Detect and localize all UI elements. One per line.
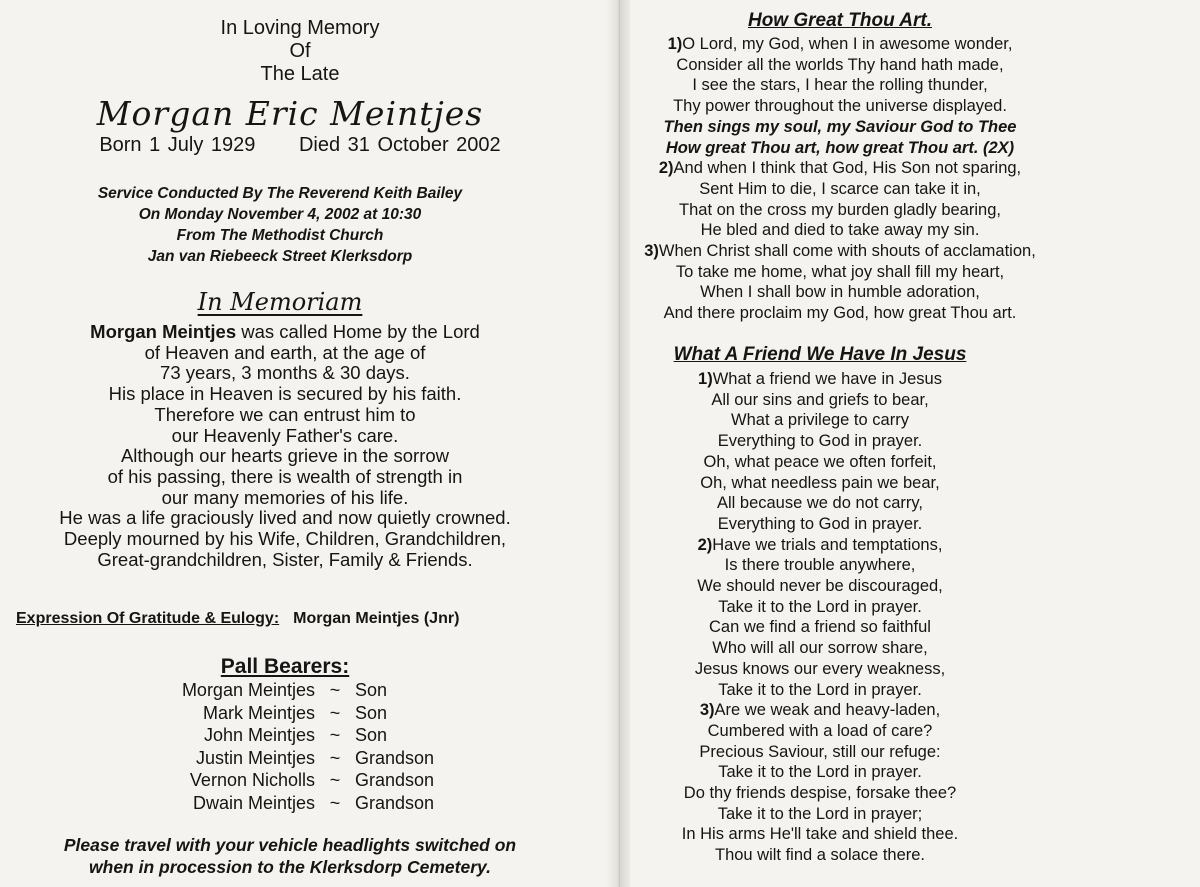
hymn-line xyxy=(440,452,1200,473)
hymn-line xyxy=(480,55,1200,76)
hymn-line xyxy=(440,431,1200,452)
hymn-line-text: When Christ shall come with shouts of acclamation, xyxy=(658,242,1036,261)
pall-bearer-separator: ~ xyxy=(329,792,341,813)
hymn-line xyxy=(480,220,1200,241)
hymn-line xyxy=(440,700,1200,721)
pall-bearer-name: Dwain Meintjes xyxy=(192,792,315,813)
hymn2-lyrics xyxy=(440,369,1200,866)
hymn-line xyxy=(440,597,1200,618)
memoriam-line: Although our hearts grieve in the sorrow xyxy=(120,445,450,467)
memory-line: The Late xyxy=(260,63,340,85)
memory-line: Of xyxy=(289,40,311,62)
verse-number: 1) xyxy=(698,370,713,388)
hymn-line xyxy=(440,638,1200,659)
pall-bearer-separator: ~ xyxy=(329,680,341,700)
hymn-line xyxy=(480,179,1200,200)
hymn-line-text: Can we find a friend so faithful xyxy=(709,618,931,637)
deceased-name: Morgan Eric Meintjes xyxy=(96,94,484,133)
hymn-line xyxy=(440,659,1200,680)
hymn-line xyxy=(440,514,1200,535)
memoriam-line: our many memories of his life. xyxy=(161,486,409,508)
hymn-line-text: How great Thou art, how great Thou art. (2X) xyxy=(665,138,1015,157)
hymn-line-text: Take it to the Lord in prayer; xyxy=(717,804,923,823)
memoriam-line: He was a life graciously lived and now quietly crowned. xyxy=(59,507,511,529)
hymn-line-text: Jesus knows our every weakness, xyxy=(694,659,946,678)
memoriam-first-rest: was called Home by the Lord xyxy=(236,321,480,342)
hymn-line-text: Then sings my soul, my Saviour God to Thee xyxy=(663,117,1017,136)
verse-number: 3) xyxy=(699,701,715,720)
pall-bearer-name: Justin Meintjes xyxy=(195,747,315,768)
hymn-line xyxy=(440,535,1200,556)
hymn-line-text: Sent Him to die, I scarce can take it in, xyxy=(699,179,981,198)
hymn-line xyxy=(480,138,1200,159)
hymn1-title: How Great Thou Art. xyxy=(747,10,933,31)
hymn-line-text: All because we do not carry, xyxy=(716,494,924,513)
hymn-line xyxy=(440,721,1200,742)
hymn-line xyxy=(440,410,1200,431)
hymn-line xyxy=(440,617,1200,638)
pall-bearer-role: Son xyxy=(355,725,388,745)
hymn-line xyxy=(440,493,1200,514)
hymn-line xyxy=(480,282,1200,303)
hymn-line xyxy=(440,824,1200,845)
hymn-line-text: I see the stars, I hear the rolling thunder, xyxy=(692,76,988,95)
hymn-line-text: Have we trials and temptations, xyxy=(712,535,943,554)
service-line: Jan van Riebeeck Street Klerksdorp xyxy=(147,248,413,265)
pall-bearer-separator: ~ xyxy=(329,770,341,790)
hymn-line xyxy=(440,473,1200,494)
hymn-line-text: Precious Saviour, still our refuge: xyxy=(699,742,941,761)
hymn-line xyxy=(480,158,1200,179)
hymn-line-text: Take it to the Lord in prayer. xyxy=(718,763,922,782)
hymn-line-text: Cumbered with a load of care? xyxy=(707,721,933,740)
pall-bearer-role: Son xyxy=(355,680,388,700)
memoriam-line: of Heaven and earth, at the age of xyxy=(144,341,426,363)
hymn-line-text: Take it to the Lord in prayer. xyxy=(718,597,922,616)
memoriam-name: Morgan Meintjes xyxy=(90,321,237,342)
memoriam-line: 73 years, 3 months & 30 days. xyxy=(160,362,410,384)
hymn-line-text: Thy power throughout the universe displayed. xyxy=(673,97,1007,116)
hymn-line-text: And there proclaim my God, how great Thou art. xyxy=(663,304,1017,323)
hymn-line xyxy=(440,783,1200,804)
hymn-line-text: What a friend we have in Jesus xyxy=(712,370,942,388)
hymn2-title: What A Friend We Have In Jesus xyxy=(673,344,967,365)
hymn-line xyxy=(480,34,1200,55)
memoriam-line: Great-grandchildren, Sister, Family & Friends. xyxy=(97,548,473,570)
hymn-line-text: Everything to God in prayer. xyxy=(717,432,923,451)
gratitude-label: Expression Of Gratitude & Eulogy: xyxy=(16,610,280,627)
hymn-line-text: In His arms He'll take and shield thee. xyxy=(681,825,959,844)
right-page xyxy=(640,0,1200,887)
hymn-line xyxy=(480,96,1200,117)
memoriam-line xyxy=(0,322,600,343)
pall-bearer-separator: ~ xyxy=(329,725,341,745)
verse-number: 3) xyxy=(644,242,659,261)
pall-bearer-separator: ~ xyxy=(329,702,341,723)
hymn-line xyxy=(480,303,1200,324)
pall-bearer-role: Grandson xyxy=(355,770,435,790)
hymn-line xyxy=(480,117,1200,138)
verse-number: 2) xyxy=(658,159,674,178)
pall-bearer-name: John Meintjes xyxy=(203,725,315,745)
hymn-line xyxy=(480,241,1200,262)
hymn-line-text: O Lord, my God, when I in awesome wonder, xyxy=(682,35,1013,53)
memoriam-line: of his passing, there is wealth of strength in xyxy=(107,465,463,487)
travel-line: when in procession to the Klerksdorp Cemetery. xyxy=(89,857,491,877)
hymn-line-text: Who will all our sorrow share, xyxy=(712,639,928,658)
hymn-line-text: To take me home, what joy shall fill my heart, xyxy=(675,262,1005,281)
hymn-line-text: Are we weak and heavy-laden, xyxy=(714,701,941,720)
hymn-line-text: Take it to the Lord in prayer. xyxy=(718,680,922,699)
hymn-line-text: That on the cross my burden gladly bearing, xyxy=(679,200,1001,219)
hymn-line xyxy=(440,845,1200,866)
memoriam-line: His place in Heaven is secured by his faith. xyxy=(108,383,462,405)
hymn-line xyxy=(440,369,1200,390)
memoriam-line: our Heavenly Father's care. xyxy=(171,424,399,446)
hymn-line xyxy=(440,742,1200,763)
hymn-line-text: All our sins and griefs to bear, xyxy=(711,390,929,409)
hymn1-lyrics xyxy=(480,34,1200,324)
hymn-line-text: When I shall bow in humble adoration, xyxy=(700,283,980,302)
pall-bearer-name: Morgan Meintjes xyxy=(181,680,315,700)
hymn-line xyxy=(440,576,1200,597)
hymn-line xyxy=(440,555,1200,576)
hymn-line xyxy=(480,200,1200,221)
pall-bearer-name: Mark Meintjes xyxy=(202,702,315,723)
service-line: On Monday November 4, 2002 at 10:30 xyxy=(138,206,422,223)
hymn-line-text: Do thy friends despise, forsake thee? xyxy=(683,784,957,803)
hymn-line xyxy=(440,804,1200,825)
in-memoriam-title: In Memoriam xyxy=(197,288,363,316)
hymn-line-text: He bled and died to take away my sin. xyxy=(700,221,980,240)
hymn-line-text: Everything to God in prayer. xyxy=(717,514,923,533)
hymn-line xyxy=(480,75,1200,96)
hymn-line-text: We should never be discouraged, xyxy=(697,577,943,596)
hymn-line xyxy=(440,762,1200,783)
verse-number: 2) xyxy=(697,535,713,554)
service-line: Service Conducted By The Reverend Keith Bailey xyxy=(97,185,463,202)
pall-bearer-role: Grandson xyxy=(355,747,435,768)
pall-bearers-title: Pall Bearers: xyxy=(220,655,350,678)
memoriam-line: Therefore we can entrust him to xyxy=(154,403,416,425)
verse-number: 1) xyxy=(667,35,683,53)
hymn-line-text: Oh, what peace we often forfeit, xyxy=(703,452,937,471)
hymn-line-text: And when I think that God, His Son not sparing, xyxy=(673,159,1022,178)
died-date: Died 31 October 2002 xyxy=(298,134,501,156)
pall-bearer-name: Vernon Nicholls xyxy=(189,770,315,790)
hymn-line-text: Consider all the worlds Thy hand hath made, xyxy=(676,55,1004,74)
memoriam-line: Deeply mourned by his Wife, Children, Grandchildren, xyxy=(63,528,507,550)
pall-bearer-role: Grandson xyxy=(355,792,435,813)
born-date: Born 1 July 1929 xyxy=(99,134,256,156)
service-line: From The Methodist Church xyxy=(176,227,384,244)
hymn-line xyxy=(440,680,1200,701)
hymn-line xyxy=(480,262,1200,283)
pall-bearer-role: Son xyxy=(355,702,388,723)
hymn-line-text: Is there trouble anywhere, xyxy=(724,556,916,575)
hymn-line xyxy=(440,390,1200,411)
memory-line: In Loving Memory xyxy=(220,17,380,39)
hymn-line-text: Thou wilt find a solace there. xyxy=(714,846,926,865)
hymn-line-text: What a privilege to carry xyxy=(731,411,909,430)
pall-bearer-separator: ~ xyxy=(329,747,341,768)
hymn-line-text: Oh, what needless pain we bear, xyxy=(700,473,940,492)
gratitude-name: Morgan Meintjes (Jnr) xyxy=(293,610,460,627)
travel-line: Please travel with your vehicle headlights switched on xyxy=(63,835,517,855)
